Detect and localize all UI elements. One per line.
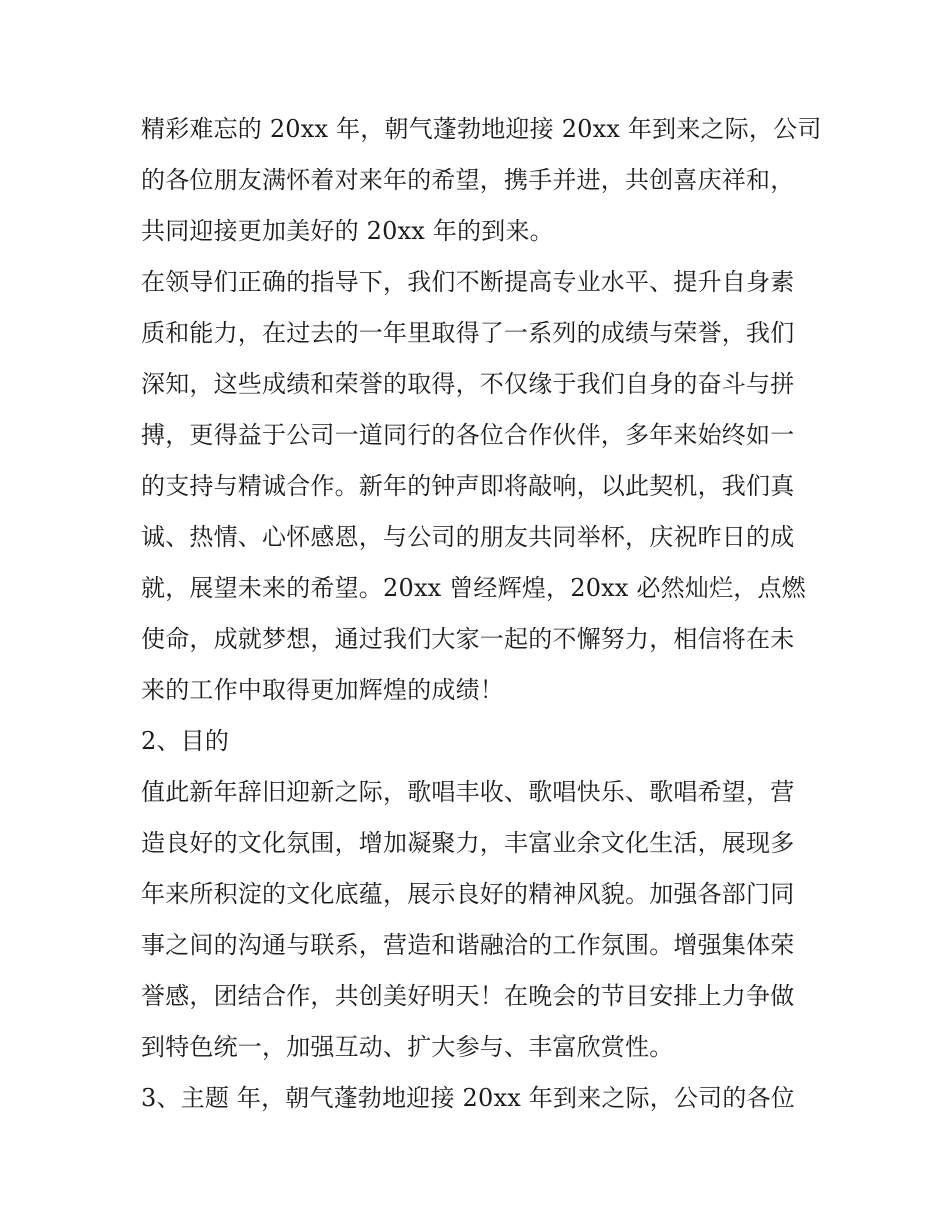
- text-line: 质和能力，在过去的一年里取得了一系列的成绩与荣誉，我们: [141, 319, 795, 347]
- text-line: 值此新年辞旧迎新之际，歌唱丰收、歌唱快乐、歌唱希望，营: [141, 778, 795, 806]
- text-line: 造良好的文化氛围，增加凝聚力，丰富业余文化生活，展现多: [141, 829, 795, 857]
- text-line: 就，展望未来的希望。20xx 曾经辉煌，20xx 必然灿烂，点燃: [141, 574, 806, 602]
- text-line: 使命，成就梦想，通过我们大家一起的不懈努力，相信将在未: [141, 625, 795, 653]
- text-line: 共同迎接更加美好的 20xx 年的到来。: [141, 217, 554, 245]
- text-line: 年来所积淀的文化底蕴，展示良好的精神风貌。加强各部门同: [141, 880, 795, 908]
- text-line: 精彩难忘的 20xx 年，朝气蓬勃地迎接 20xx 年到来之际，公司: [141, 115, 822, 143]
- text-line: 的各位朋友满怀着对来年的希望，携手并进，共创喜庆祥和，: [141, 166, 795, 194]
- section-heading: 2、目的: [141, 727, 230, 755]
- text-line: 诚、热情、心怀感恩，与公司的朋友共同举杯，庆祝昨日的成: [141, 523, 795, 551]
- text-line: 的支持与精诚合作。新年的钟声即将敲响，以此契机，我们真: [141, 472, 795, 500]
- text-line: 事之间的沟通与联系，营造和谐融洽的工作氛围。增强集体荣: [141, 931, 795, 959]
- text-line: 誉感，团结合作，共创美好明天！在晚会的节目安排上力争做: [141, 982, 795, 1010]
- text-line: 深知，这些成绩和荣誉的取得，不仅缘于我们自身的奋斗与拼: [141, 370, 795, 398]
- text-line: 到特色统一，加强互动、扩大参与、丰富欣赏性。: [141, 1033, 674, 1061]
- section-heading: 3、主题 年，朝气蓬勃地迎接 20xx 年到来之际，公司的各位: [141, 1084, 795, 1112]
- text-line: 在领导们正确的指导下，我们不断提高专业水平、提升自身素: [141, 268, 795, 296]
- text-line: 搏，更得益于公司一道同行的各位合作伙伴，多年来始终如一: [141, 421, 795, 449]
- text-line: 来的工作中取得更加辉煌的成绩！: [141, 676, 504, 704]
